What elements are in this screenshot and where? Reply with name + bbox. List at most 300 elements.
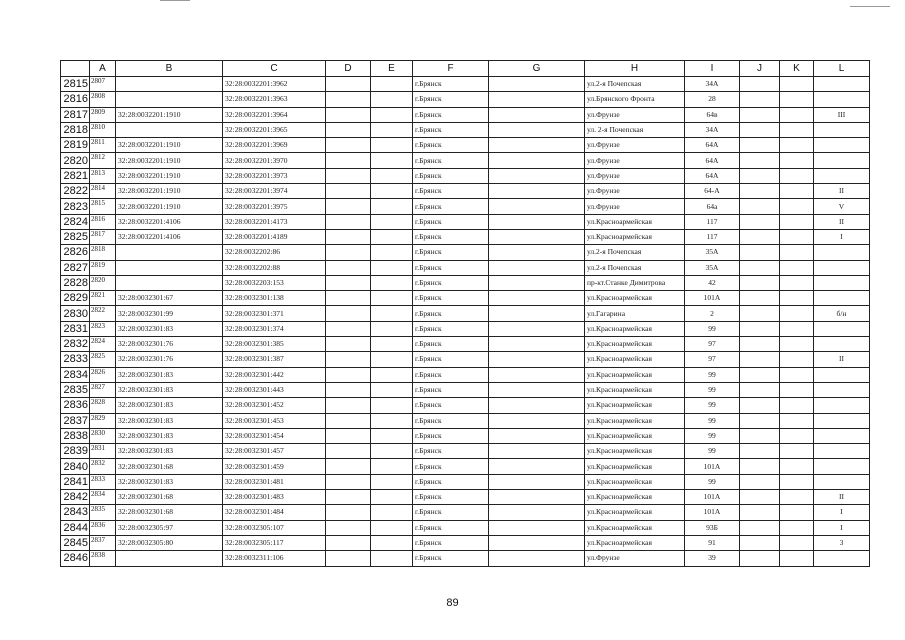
cell-g[interactable] xyxy=(489,153,585,168)
cell-a[interactable]: 2818 xyxy=(90,245,116,260)
cell-h[interactable]: ул.Красноармейская xyxy=(585,505,685,520)
cell-c[interactable]: 32:28:0032301:457 xyxy=(223,444,326,459)
cell-c[interactable]: 32:28:0032201:3970 xyxy=(223,153,326,168)
cell-l[interactable] xyxy=(814,138,870,153)
cell-j[interactable] xyxy=(740,352,780,367)
cell-b[interactable]: 32:28:0032301:76 xyxy=(116,352,223,367)
cell-h[interactable]: ул.Фрунзе xyxy=(585,153,685,168)
cell-e[interactable] xyxy=(371,459,413,474)
cell-g[interactable] xyxy=(489,474,585,489)
cell-c[interactable]: 32:28:0032201:4189 xyxy=(223,229,326,244)
cell-d[interactable] xyxy=(326,107,371,122)
cell-b[interactable] xyxy=(116,260,223,275)
row-number[interactable]: 2844 xyxy=(61,520,90,535)
cell-b[interactable]: 32:28:0032201:1910 xyxy=(116,138,223,153)
cell-g[interactable] xyxy=(489,168,585,183)
column-header-d[interactable]: D xyxy=(326,61,371,77)
cell-b[interactable]: 32:28:0032301:83 xyxy=(116,321,223,336)
row-number[interactable]: 2830 xyxy=(61,306,90,321)
cell-d[interactable] xyxy=(326,398,371,413)
cell-a[interactable]: 2831 xyxy=(90,444,116,459)
cell-l[interactable]: II xyxy=(814,184,870,199)
cell-i[interactable]: 117 xyxy=(685,214,740,229)
cell-h[interactable]: ул.Красноармейская xyxy=(585,321,685,336)
cell-c[interactable]: 32:28:0032301:483 xyxy=(223,490,326,505)
cell-c[interactable]: 32:28:0032301:452 xyxy=(223,398,326,413)
cell-d[interactable] xyxy=(326,77,371,92)
cell-j[interactable] xyxy=(740,153,780,168)
cell-j[interactable] xyxy=(740,229,780,244)
cell-a[interactable]: 2811 xyxy=(90,138,116,153)
cell-i[interactable]: 101А xyxy=(685,490,740,505)
cell-j[interactable] xyxy=(740,490,780,505)
row-number[interactable]: 2815 xyxy=(61,77,90,92)
cell-h[interactable]: ул.Красноармейская xyxy=(585,520,685,535)
cell-e[interactable] xyxy=(371,490,413,505)
cell-g[interactable] xyxy=(489,428,585,443)
cell-i[interactable]: 97 xyxy=(685,337,740,352)
cell-e[interactable] xyxy=(371,306,413,321)
cell-l[interactable] xyxy=(814,398,870,413)
cell-k[interactable] xyxy=(780,535,814,550)
cell-k[interactable] xyxy=(780,505,814,520)
cell-c[interactable]: 32:28:0032301:374 xyxy=(223,321,326,336)
cell-e[interactable] xyxy=(371,352,413,367)
cell-k[interactable] xyxy=(780,551,814,566)
cell-k[interactable] xyxy=(780,122,814,137)
row-number[interactable]: 2833 xyxy=(61,352,90,367)
row-number[interactable]: 2839 xyxy=(61,444,90,459)
cell-g[interactable] xyxy=(489,214,585,229)
cell-c[interactable]: 32:28:0032305:117 xyxy=(223,535,326,550)
cell-c[interactable]: 32:28:0032301:387 xyxy=(223,352,326,367)
row-number[interactable]: 2818 xyxy=(61,122,90,137)
cell-b[interactable]: 32:28:0032201:1910 xyxy=(116,184,223,199)
cell-d[interactable] xyxy=(326,306,371,321)
cell-l[interactable]: I xyxy=(814,229,870,244)
cell-e[interactable] xyxy=(371,535,413,550)
cell-c[interactable]: 32:28:0032301:371 xyxy=(223,306,326,321)
cell-e[interactable] xyxy=(371,77,413,92)
cell-f[interactable]: г.Брянск xyxy=(413,321,489,336)
row-number[interactable]: 2824 xyxy=(61,214,90,229)
row-number[interactable]: 2842 xyxy=(61,490,90,505)
cell-a[interactable]: 2832 xyxy=(90,459,116,474)
cell-g[interactable] xyxy=(489,398,585,413)
cell-e[interactable] xyxy=(371,398,413,413)
cell-g[interactable] xyxy=(489,138,585,153)
cell-b[interactable]: 32:28:0032201:1910 xyxy=(116,199,223,214)
cell-g[interactable] xyxy=(489,306,585,321)
cell-h[interactable]: ул.2-я Почепская xyxy=(585,260,685,275)
cell-f[interactable]: г.Брянск xyxy=(413,306,489,321)
cell-e[interactable] xyxy=(371,214,413,229)
cell-d[interactable] xyxy=(326,413,371,428)
row-number[interactable]: 2832 xyxy=(61,337,90,352)
cell-h[interactable]: ул.Гагарина xyxy=(585,306,685,321)
row-number[interactable]: 2819 xyxy=(61,138,90,153)
cell-b[interactable] xyxy=(116,551,223,566)
cell-i[interactable]: 42 xyxy=(685,275,740,290)
cell-e[interactable] xyxy=(371,245,413,260)
cell-h[interactable]: ул.Красноармейская xyxy=(585,214,685,229)
cell-l[interactable]: 3 xyxy=(814,535,870,550)
cell-j[interactable] xyxy=(740,505,780,520)
cell-j[interactable] xyxy=(740,444,780,459)
cell-d[interactable] xyxy=(326,168,371,183)
cell-h[interactable]: ул.Красноармейская xyxy=(585,535,685,550)
cell-l[interactable] xyxy=(814,444,870,459)
cell-l[interactable]: II xyxy=(814,490,870,505)
cell-c[interactable]: 32:28:0032202:86 xyxy=(223,245,326,260)
cell-i[interactable]: 64А xyxy=(685,138,740,153)
cell-e[interactable] xyxy=(371,260,413,275)
cell-b[interactable]: 32:28:0032301:83 xyxy=(116,444,223,459)
cell-l[interactable]: II xyxy=(814,352,870,367)
cell-j[interactable] xyxy=(740,321,780,336)
cell-g[interactable] xyxy=(489,551,585,566)
cell-b[interactable]: 32:28:0032201:4106 xyxy=(116,229,223,244)
cell-a[interactable]: 2836 xyxy=(90,520,116,535)
cell-d[interactable] xyxy=(326,551,371,566)
cell-h[interactable]: ул.Фрунзе xyxy=(585,199,685,214)
cell-g[interactable] xyxy=(489,352,585,367)
cell-i[interactable]: 99 xyxy=(685,474,740,489)
cell-i[interactable]: 101А xyxy=(685,505,740,520)
cell-k[interactable] xyxy=(780,459,814,474)
cell-f[interactable]: г.Брянск xyxy=(413,245,489,260)
cell-k[interactable] xyxy=(780,92,814,107)
cell-i[interactable]: 91 xyxy=(685,535,740,550)
cell-f[interactable]: г.Брянск xyxy=(413,214,489,229)
cell-h[interactable]: ул.Красноармейская xyxy=(585,428,685,443)
cell-b[interactable]: 32:28:0032301:83 xyxy=(116,398,223,413)
cell-i[interactable]: 99 xyxy=(685,321,740,336)
cell-a[interactable]: 2819 xyxy=(90,260,116,275)
cell-j[interactable] xyxy=(740,122,780,137)
cell-g[interactable] xyxy=(489,229,585,244)
cell-i[interactable]: 99 xyxy=(685,398,740,413)
cell-j[interactable] xyxy=(740,275,780,290)
cell-i[interactable]: 101А xyxy=(685,459,740,474)
cell-k[interactable] xyxy=(780,428,814,443)
cell-l[interactable]: I xyxy=(814,520,870,535)
cell-l[interactable] xyxy=(814,77,870,92)
cell-j[interactable] xyxy=(740,214,780,229)
row-number[interactable]: 2829 xyxy=(61,291,90,306)
cell-a[interactable]: 2827 xyxy=(90,382,116,397)
cell-j[interactable] xyxy=(740,428,780,443)
cell-g[interactable] xyxy=(489,535,585,550)
cell-c[interactable]: 32:28:0032201:3973 xyxy=(223,168,326,183)
cell-i[interactable]: 99 xyxy=(685,382,740,397)
column-header-g[interactable]: G xyxy=(489,61,585,77)
cell-f[interactable]: г.Брянск xyxy=(413,153,489,168)
cell-i[interactable]: 28 xyxy=(685,92,740,107)
cell-f[interactable]: г.Брянск xyxy=(413,535,489,550)
cell-b[interactable]: 32:28:0032301:68 xyxy=(116,490,223,505)
cell-h[interactable]: ул.Красноармейская xyxy=(585,444,685,459)
cell-j[interactable] xyxy=(740,535,780,550)
cell-d[interactable] xyxy=(326,474,371,489)
cell-k[interactable] xyxy=(780,367,814,382)
row-number[interactable]: 2846 xyxy=(61,551,90,566)
cell-k[interactable] xyxy=(780,184,814,199)
cell-l[interactable]: II xyxy=(814,214,870,229)
cell-f[interactable]: г.Брянск xyxy=(413,352,489,367)
cell-f[interactable]: г.Брянск xyxy=(413,367,489,382)
cell-k[interactable] xyxy=(780,214,814,229)
cell-a[interactable]: 2813 xyxy=(90,168,116,183)
cell-f[interactable]: г.Брянск xyxy=(413,459,489,474)
cell-j[interactable] xyxy=(740,382,780,397)
cell-d[interactable] xyxy=(326,505,371,520)
row-number[interactable]: 2841 xyxy=(61,474,90,489)
cell-a[interactable]: 2814 xyxy=(90,184,116,199)
cell-l[interactable] xyxy=(814,291,870,306)
cell-h[interactable]: ул.Фрунзе xyxy=(585,107,685,122)
cell-l[interactable] xyxy=(814,428,870,443)
cell-l[interactable] xyxy=(814,382,870,397)
cell-c[interactable]: 32:28:0032203:153 xyxy=(223,275,326,290)
cell-e[interactable] xyxy=(371,382,413,397)
column-header-i[interactable]: I xyxy=(685,61,740,77)
cell-h[interactable]: ул.2-я Почепская xyxy=(585,77,685,92)
cell-d[interactable] xyxy=(326,367,371,382)
cell-l[interactable]: III xyxy=(814,107,870,122)
cell-a[interactable]: 2838 xyxy=(90,551,116,566)
row-number[interactable]: 2836 xyxy=(61,398,90,413)
cell-b[interactable]: 32:28:0032301:99 xyxy=(116,306,223,321)
cell-f[interactable]: г.Брянск xyxy=(413,398,489,413)
cell-a[interactable]: 2834 xyxy=(90,490,116,505)
cell-j[interactable] xyxy=(740,520,780,535)
column-header-j[interactable]: J xyxy=(740,61,780,77)
cell-i[interactable]: 2 xyxy=(685,306,740,321)
cell-j[interactable] xyxy=(740,306,780,321)
cell-h[interactable]: пр-кт.Станке Димитрова xyxy=(585,275,685,290)
cell-i[interactable]: 117 xyxy=(685,229,740,244)
cell-c[interactable]: 32:28:0032301:138 xyxy=(223,291,326,306)
cell-g[interactable] xyxy=(489,382,585,397)
cell-a[interactable]: 2835 xyxy=(90,505,116,520)
cell-b[interactable]: 32:28:0032201:1910 xyxy=(116,168,223,183)
cell-a[interactable]: 2825 xyxy=(90,352,116,367)
row-number[interactable]: 2828 xyxy=(61,275,90,290)
cell-a[interactable]: 2816 xyxy=(90,214,116,229)
cell-l[interactable] xyxy=(814,321,870,336)
cell-d[interactable] xyxy=(326,199,371,214)
cell-c[interactable]: 32:28:0032301:443 xyxy=(223,382,326,397)
cell-g[interactable] xyxy=(489,520,585,535)
cell-h[interactable]: ул.Красноармейская xyxy=(585,398,685,413)
cell-l[interactable]: б/н xyxy=(814,306,870,321)
corner-header[interactable] xyxy=(61,61,90,77)
cell-k[interactable] xyxy=(780,413,814,428)
row-number[interactable]: 2831 xyxy=(61,321,90,336)
row-number[interactable]: 2825 xyxy=(61,229,90,244)
cell-a[interactable]: 2815 xyxy=(90,199,116,214)
cell-i[interactable]: 39 xyxy=(685,551,740,566)
cell-f[interactable]: г.Брянск xyxy=(413,337,489,352)
row-number[interactable]: 2837 xyxy=(61,413,90,428)
cell-l[interactable] xyxy=(814,153,870,168)
cell-d[interactable] xyxy=(326,214,371,229)
cell-e[interactable] xyxy=(371,444,413,459)
cell-c[interactable]: 32:28:0032301:484 xyxy=(223,505,326,520)
cell-d[interactable] xyxy=(326,428,371,443)
column-header-b[interactable]: B xyxy=(116,61,223,77)
cell-e[interactable] xyxy=(371,107,413,122)
cell-c[interactable]: 32:28:0032301:481 xyxy=(223,474,326,489)
cell-d[interactable] xyxy=(326,291,371,306)
cell-d[interactable] xyxy=(326,490,371,505)
row-number[interactable]: 2820 xyxy=(61,153,90,168)
cell-a[interactable]: 2820 xyxy=(90,275,116,290)
cell-b[interactable]: 32:28:0032301:68 xyxy=(116,459,223,474)
cell-f[interactable]: г.Брянск xyxy=(413,260,489,275)
cell-c[interactable]: 32:28:0032301:454 xyxy=(223,428,326,443)
cell-g[interactable] xyxy=(489,184,585,199)
cell-d[interactable] xyxy=(326,229,371,244)
cell-f[interactable]: г.Брянск xyxy=(413,92,489,107)
cell-g[interactable] xyxy=(489,245,585,260)
cell-b[interactable]: 32:28:0032301:76 xyxy=(116,337,223,352)
row-number[interactable]: 2843 xyxy=(61,505,90,520)
cell-j[interactable] xyxy=(740,413,780,428)
cell-h[interactable]: ул.2-я Почепская xyxy=(585,245,685,260)
cell-b[interactable]: 32:28:0032301:83 xyxy=(116,367,223,382)
column-header-h[interactable]: H xyxy=(585,61,685,77)
column-header-k[interactable]: K xyxy=(780,61,814,77)
cell-a[interactable]: 2824 xyxy=(90,337,116,352)
cell-i[interactable]: 35А xyxy=(685,245,740,260)
cell-b[interactable]: 32:28:0032305:80 xyxy=(116,535,223,550)
cell-a[interactable]: 2833 xyxy=(90,474,116,489)
cell-d[interactable] xyxy=(326,321,371,336)
row-number[interactable]: 2826 xyxy=(61,245,90,260)
cell-f[interactable]: г.Брянск xyxy=(413,505,489,520)
cell-g[interactable] xyxy=(489,291,585,306)
row-number[interactable]: 2840 xyxy=(61,459,90,474)
column-header-l[interactable]: L xyxy=(814,61,870,77)
cell-c[interactable]: 32:28:0032202:88 xyxy=(223,260,326,275)
column-header-e[interactable]: E xyxy=(371,61,413,77)
cell-g[interactable] xyxy=(489,275,585,290)
cell-c[interactable]: 32:28:0032301:442 xyxy=(223,367,326,382)
cell-c[interactable]: 32:28:0032201:3969 xyxy=(223,138,326,153)
cell-e[interactable] xyxy=(371,168,413,183)
cell-j[interactable] xyxy=(740,77,780,92)
cell-j[interactable] xyxy=(740,184,780,199)
cell-k[interactable] xyxy=(780,490,814,505)
cell-k[interactable] xyxy=(780,168,814,183)
cell-f[interactable]: г.Брянск xyxy=(413,184,489,199)
cell-e[interactable] xyxy=(371,505,413,520)
cell-g[interactable] xyxy=(489,337,585,352)
cell-e[interactable] xyxy=(371,92,413,107)
cell-d[interactable] xyxy=(326,382,371,397)
cell-g[interactable] xyxy=(489,107,585,122)
cell-g[interactable] xyxy=(489,199,585,214)
cell-k[interactable] xyxy=(780,382,814,397)
cell-j[interactable] xyxy=(740,260,780,275)
cell-k[interactable] xyxy=(780,520,814,535)
cell-e[interactable] xyxy=(371,275,413,290)
cell-e[interactable] xyxy=(371,321,413,336)
cell-l[interactable] xyxy=(814,551,870,566)
cell-k[interactable] xyxy=(780,444,814,459)
cell-l[interactable] xyxy=(814,245,870,260)
cell-b[interactable]: 32:28:0032301:83 xyxy=(116,413,223,428)
cell-d[interactable] xyxy=(326,352,371,367)
cell-d[interactable] xyxy=(326,245,371,260)
cell-f[interactable]: г.Брянск xyxy=(413,413,489,428)
cell-d[interactable] xyxy=(326,153,371,168)
cell-j[interactable] xyxy=(740,367,780,382)
cell-i[interactable]: 97 xyxy=(685,352,740,367)
cell-d[interactable] xyxy=(326,138,371,153)
cell-d[interactable] xyxy=(326,260,371,275)
cell-c[interactable]: 32:28:0032201:3963 xyxy=(223,92,326,107)
cell-k[interactable] xyxy=(780,77,814,92)
cell-f[interactable]: г.Брянск xyxy=(413,490,489,505)
cell-i[interactable]: 99 xyxy=(685,428,740,443)
cell-h[interactable]: ул.Красноармейская xyxy=(585,459,685,474)
cell-i[interactable]: 99 xyxy=(685,413,740,428)
cell-b[interactable]: 32:28:0032201:1910 xyxy=(116,107,223,122)
cell-b[interactable] xyxy=(116,245,223,260)
cell-a[interactable]: 2830 xyxy=(90,428,116,443)
cell-h[interactable]: ул.Красноармейская xyxy=(585,229,685,244)
cell-f[interactable]: г.Брянск xyxy=(413,444,489,459)
cell-k[interactable] xyxy=(780,337,814,352)
row-number[interactable]: 2821 xyxy=(61,168,90,183)
cell-e[interactable] xyxy=(371,229,413,244)
cell-b[interactable] xyxy=(116,122,223,137)
row-number[interactable]: 2845 xyxy=(61,535,90,550)
cell-j[interactable] xyxy=(740,551,780,566)
cell-b[interactable] xyxy=(116,275,223,290)
cell-e[interactable] xyxy=(371,413,413,428)
row-number[interactable]: 2834 xyxy=(61,367,90,382)
cell-e[interactable] xyxy=(371,474,413,489)
cell-b[interactable] xyxy=(116,92,223,107)
row-number[interactable]: 2838 xyxy=(61,428,90,443)
cell-h[interactable]: ул.Брянского Фронта xyxy=(585,92,685,107)
cell-j[interactable] xyxy=(740,138,780,153)
cell-j[interactable] xyxy=(740,459,780,474)
cell-l[interactable] xyxy=(814,92,870,107)
cell-f[interactable]: г.Брянск xyxy=(413,199,489,214)
cell-e[interactable] xyxy=(371,153,413,168)
cell-l[interactable] xyxy=(814,337,870,352)
cell-b[interactable]: 32:28:0032301:83 xyxy=(116,382,223,397)
cell-l[interactable] xyxy=(814,413,870,428)
cell-g[interactable] xyxy=(489,321,585,336)
cell-l[interactable] xyxy=(814,275,870,290)
cell-f[interactable]: г.Брянск xyxy=(413,474,489,489)
row-number[interactable]: 2827 xyxy=(61,260,90,275)
cell-h[interactable]: ул.Красноармейская xyxy=(585,382,685,397)
cell-j[interactable] xyxy=(740,337,780,352)
cell-e[interactable] xyxy=(371,184,413,199)
cell-h[interactable]: ул.Фрунзе xyxy=(585,184,685,199)
cell-k[interactable] xyxy=(780,199,814,214)
cell-g[interactable] xyxy=(489,260,585,275)
cell-e[interactable] xyxy=(371,122,413,137)
cell-f[interactable]: г.Брянск xyxy=(413,382,489,397)
